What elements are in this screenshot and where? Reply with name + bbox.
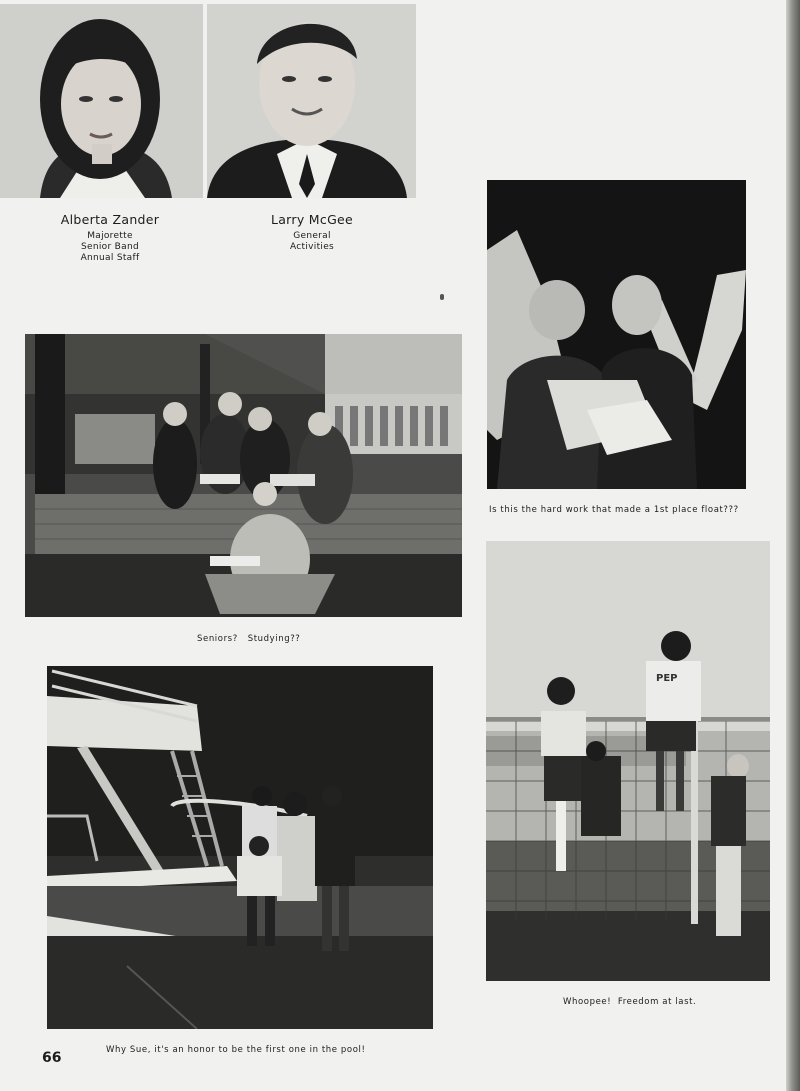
portrait-photo-larry-mcgee	[207, 4, 416, 198]
activity-line: Senior Band	[81, 242, 139, 252]
portrait-photo-alberta-zander	[0, 4, 203, 198]
portrait-activities	[20, 231, 200, 264]
studying-photo	[25, 334, 462, 617]
activity-line: Majorette	[87, 231, 133, 241]
pool-photo-caption: Why Sue, it's an honor to be the first one in the pool!	[106, 1045, 366, 1055]
fence-photo	[486, 541, 770, 981]
activity-line: General	[293, 231, 331, 241]
fence-photo-caption: Whoopee! Freedom at last.	[563, 997, 697, 1007]
page-number: 66	[42, 1050, 62, 1066]
book-spine-edge	[786, 0, 800, 1091]
sweater-letters: PEP	[656, 673, 678, 684]
portrait-activities	[222, 231, 402, 253]
float-photo	[487, 180, 746, 489]
pool-photo	[47, 666, 433, 1029]
print-speck	[440, 294, 444, 300]
float-photo-caption: Is this the hard work that made a 1st place float???	[489, 505, 739, 515]
portrait-name: Alberta Zander	[60, 212, 160, 227]
studying-photo-caption: Seniors? Studying??	[197, 634, 301, 644]
activity-line: Activities	[289, 242, 335, 252]
activity-line: Annual Staff	[80, 253, 140, 263]
portrait-name: Larry McGee	[270, 212, 354, 227]
